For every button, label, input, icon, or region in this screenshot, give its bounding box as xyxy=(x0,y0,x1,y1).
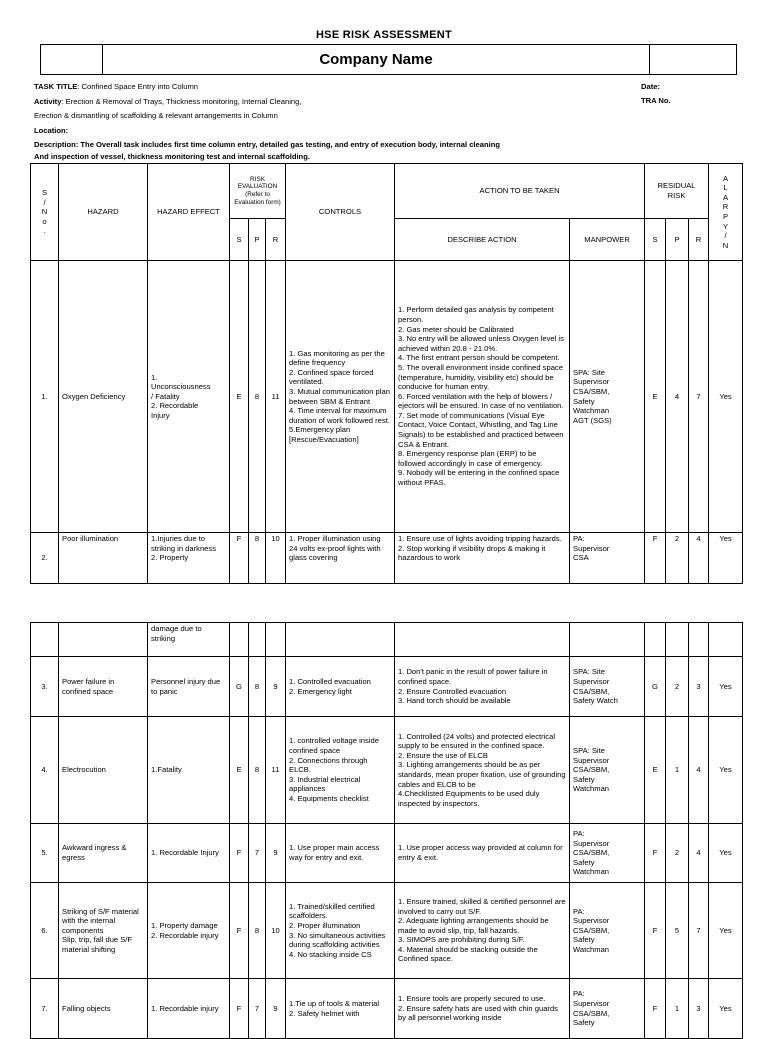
row-sno: 1. xyxy=(31,261,59,533)
header-residual-risk-value: R xyxy=(689,219,709,261)
row-hazard: Oxygen Deficiency xyxy=(59,261,148,533)
header-hazard: HAZARD xyxy=(59,164,148,261)
description-value-2: And inspection of vessel, thickness monitoring test and internal scaffolding. xyxy=(34,152,310,161)
header-residual-probability: P xyxy=(666,219,689,261)
cont-residual-severity xyxy=(645,623,666,657)
cont-manpower xyxy=(570,623,645,657)
row-alarp: Yes xyxy=(709,533,743,584)
description-line xyxy=(34,140,500,150)
continuation-row xyxy=(31,623,743,657)
row-risk: 11 xyxy=(266,261,286,533)
description-line-2 xyxy=(34,152,310,162)
row-probability: 8 xyxy=(249,717,266,824)
logo-cell xyxy=(41,45,103,74)
cont-effect: damage due to striking xyxy=(148,623,230,657)
table-row xyxy=(31,717,743,824)
row-alarp: Yes xyxy=(709,717,743,824)
row-residual-severity: F xyxy=(645,824,666,883)
row-risk: 9 xyxy=(266,657,286,717)
cont-hazard xyxy=(59,623,148,657)
row-manpower: PA: Supervisor CSA xyxy=(570,533,645,584)
header-describe-action: DESCRIBE ACTION xyxy=(395,219,570,261)
row-probability: 7 xyxy=(249,824,266,883)
row-risk: 9 xyxy=(266,979,286,1039)
header-manpower: MANPOWER xyxy=(570,219,645,261)
row-residual-probability: 2 xyxy=(666,824,689,883)
location-label: Location: xyxy=(34,126,69,135)
row-controls: 1. controlled voltage inside confined space 2. Connections through ELCB. 3. Industrial electrical appliances 4. Equipments checklist xyxy=(286,717,395,824)
header-hazard-effect: HAZARD EFFECT xyxy=(148,164,230,261)
row-residual-risk: 3 xyxy=(689,979,709,1039)
row-alarp: Yes xyxy=(709,657,743,717)
row-sno: 2. xyxy=(31,533,59,584)
row-effect: 1. Unconsciousness / Fatality 2. Recordable Injury xyxy=(148,261,230,533)
task-title-value: : Confined Space Entry into Column xyxy=(77,82,199,91)
header-controls: CONTROLS xyxy=(286,164,395,261)
row-hazard: Poor illumination xyxy=(59,533,148,584)
tra-number-label: TRA No. xyxy=(641,96,671,105)
row-residual-severity: F xyxy=(645,533,666,584)
row-risk: 9 xyxy=(266,824,286,883)
risk-table-page-1 xyxy=(30,163,743,584)
header-risk-evaluation: RISK EVALUATION (Refer to Evaluation form) xyxy=(230,164,286,219)
row-severity: F xyxy=(230,533,249,584)
row-residual-risk: 4 xyxy=(689,533,709,584)
row-action: 1. Use proper access way provided at column for entry & exit. xyxy=(395,824,570,883)
table-row xyxy=(31,261,743,533)
row-action: 1. Don't panic in the result of power failure in confined space. 2. Ensure Controlled evacuation 3. Hand torch should be available xyxy=(395,657,570,717)
cont-probability xyxy=(249,623,266,657)
row-severity: F xyxy=(230,883,249,979)
cont-alarp xyxy=(709,623,743,657)
row-residual-risk: 3 xyxy=(689,657,709,717)
row-hazard: Power failure in confined space xyxy=(59,657,148,717)
row-probability: 7 xyxy=(249,979,266,1039)
activity-label: Activity xyxy=(34,97,62,106)
table-row xyxy=(31,824,743,883)
row-residual-probability: 4 xyxy=(666,261,689,533)
row-controls: 1. Proper illumination using 24 volts ex-proof lights with glass covering xyxy=(286,533,395,584)
row-manpower: PA: Supervisor CSA/SBM, Safety xyxy=(570,979,645,1039)
row-sno: 5. xyxy=(31,824,59,883)
row-manpower: PA: Supervisor CSA/SBM, Safety Watchman xyxy=(570,883,645,979)
row-manpower: PA: Supervisor CSA/SBM, Safety Watchman xyxy=(570,824,645,883)
task-title-label: TASK TITLE xyxy=(34,82,78,91)
row-controls: 1.Tie up of tools & material 2. Safety helmet with xyxy=(286,979,395,1039)
cont-action xyxy=(395,623,570,657)
row-effect: 1.Fatality xyxy=(148,717,230,824)
risk-table-page-2 xyxy=(30,622,743,1039)
table-row xyxy=(31,883,743,979)
row-manpower: SPA: Site Supervisor CSA/SBM, Safety Watchman AGT (SGS) xyxy=(570,261,645,533)
row-action: 1. Ensure tools are properly secured to use. 2. Ensure safety hats are used with chin guards by all personnel working inside xyxy=(395,979,570,1039)
table-row xyxy=(31,533,743,584)
row-hazard: Falling objects xyxy=(59,979,148,1039)
row-residual-risk: 4 xyxy=(689,824,709,883)
row-residual-probability: 1 xyxy=(666,979,689,1039)
row-residual-severity: E xyxy=(645,261,666,533)
row-effect: Personnel injury due to panic xyxy=(148,657,230,717)
row-sno: 7. xyxy=(31,979,59,1039)
row-hazard: Striking of S/F material with the internal components Slip, trip, fall due S/F material shifting xyxy=(59,883,148,979)
activity-value: : Erection & Removal of Trays, Thickness monitoring, Internal Cleaning, xyxy=(61,97,302,106)
row-action: 1. Ensure use of lights avoiding tripping hazards. 2. Stop working if visibility drops & making it hazardous to work xyxy=(395,533,570,584)
location-line xyxy=(34,126,68,136)
cont-risk xyxy=(266,623,286,657)
row-severity: F xyxy=(230,824,249,883)
table-row xyxy=(31,657,743,717)
header-residual-risk: RESIDUAL RISK xyxy=(645,164,709,219)
row-severity: F xyxy=(230,979,249,1039)
cont-residual-risk xyxy=(689,623,709,657)
header-alarp: A L A R P Y / N xyxy=(709,164,743,261)
description-value: : The Overall task includes first time column entry, detailed gas testing, and entry of execution body, internal cleaning xyxy=(75,140,500,149)
row-residual-probability: 5 xyxy=(666,883,689,979)
row-controls: 1. Controlled evacuation 2. Emergency light xyxy=(286,657,395,717)
row-effect: 1. Property damage 2. Recordable injury xyxy=(148,883,230,979)
row-residual-probability: 2 xyxy=(666,533,689,584)
row-controls: 1. Trained/skilled certified scaffolders. 2. Proper illumination 3. No simultaneous activities during scaffolding activities 4. No stacking inside CS xyxy=(286,883,395,979)
cont-residual-probability xyxy=(666,623,689,657)
row-probability: 8 xyxy=(249,883,266,979)
row-residual-risk: 7 xyxy=(689,261,709,533)
row-residual-severity: F xyxy=(645,883,666,979)
row-alarp: Yes xyxy=(709,824,743,883)
row-risk: 11 xyxy=(266,717,286,824)
task-title-line xyxy=(34,82,198,92)
header-residual-severity: S xyxy=(645,219,666,261)
document-title: HSE RISK ASSESSMENT xyxy=(315,29,453,41)
company-name: Company Name xyxy=(319,51,433,68)
row-action: 1. Controlled (24 volts) and protected electrical supply to be ensured in the confined space. 2. Ensure the use of ELCB 3. Lighting arrangements should be as per standards, mean proper fixation, use of grounding cables and ELCB to be 4.Checklisted Equipments to be used duly inspected by inspectors. xyxy=(395,717,570,824)
cont-sno xyxy=(31,623,59,657)
row-probability: 8 xyxy=(249,533,266,584)
row-residual-probability: 2 xyxy=(666,657,689,717)
row-sno: 4. xyxy=(31,717,59,824)
header-risk: R xyxy=(266,219,286,261)
row-residual-severity: F xyxy=(645,979,666,1039)
cont-severity xyxy=(230,623,249,657)
header-severity: S xyxy=(230,219,249,261)
row-residual-severity: E xyxy=(645,717,666,824)
date-label: Date: xyxy=(641,82,660,91)
row-action: 1. Ensure trained, skilled & certified personnel are involved to carry out S/F. 2. Adequate lighting arrangements should be made to avoid slip, trip, fall hazards. 3. SIMOPS are prohibiting during S/F. 4. Material should be stacking outside the Confined space. xyxy=(395,883,570,979)
row-residual-risk: 4 xyxy=(689,717,709,824)
row-probability: 8 xyxy=(249,657,266,717)
company-header-box xyxy=(40,44,737,75)
row-alarp: Yes xyxy=(709,883,743,979)
row-manpower: SPA: Site Supervisor CSA/SBM, Safety Watch xyxy=(570,657,645,717)
row-hazard: Awkward ingress & egress xyxy=(59,824,148,883)
row-controls: 1. Use proper main access way for entry and exit. xyxy=(286,824,395,883)
row-hazard: Electrocution xyxy=(59,717,148,824)
row-effect: 1. Recordable Injury xyxy=(148,824,230,883)
row-sno: 3. xyxy=(31,657,59,717)
row-severity: E xyxy=(230,261,249,533)
row-action: 1. Perform detailed gas analysis by competent person. 2. Gas meter should be Calibrated 3. No entry will be allowed unless Oxygen level is achieved within 20.8 - 21.0%. 4. The first entrant person should be competent. 5. The overall environment inside confined space (temperature, humidity, visibility etc) should be conducive for human entry. 6. Forced ventilation with the help of blowers / ejectors will be ensured. In case of no ventilation. 7. Set mode of communications (Visual Eye Contact, Voice Contact, Whistling, and Tag Line Signals) to be established and practiced between CSA & Entrant. 8. Emergency response plan (ERP) to be followed accordingly in case of emergency. 9. Nobody will be entering in the confined space without PFAS. xyxy=(395,261,570,533)
row-effect: 1.Injuries due to striking in darkness 2. Property xyxy=(148,533,230,584)
cont-controls xyxy=(286,623,395,657)
table-row xyxy=(31,979,743,1039)
row-controls: 1. Gas monitoring as per the define frequency 2. Confined space forced ventilated. 3. Mutual communication plan between SBM & Entrant 4. Time interval for maximum duration of work followed rest. 5.Emergency plan [Rescue/Evacuation] xyxy=(286,261,395,533)
row-sno: 6. xyxy=(31,883,59,979)
row-severity: G xyxy=(230,657,249,717)
row-residual-risk: 7 xyxy=(689,883,709,979)
row-alarp: Yes xyxy=(709,979,743,1039)
activity-line xyxy=(34,97,301,107)
row-residual-probability: 1 xyxy=(666,717,689,824)
row-residual-severity: G xyxy=(645,657,666,717)
activity-line-2: Erection & dismantling of scaffolding & relevant arrangements in Column xyxy=(34,111,278,120)
header-action-to-be-taken: ACTION TO BE TAKEN xyxy=(395,164,645,219)
row-manpower: SPA: Site Supervisor CSA/SBM, Safety Watchman xyxy=(570,717,645,824)
row-effect: 1. Recordable injury xyxy=(148,979,230,1039)
row-risk: 10 xyxy=(266,883,286,979)
description-label: Description xyxy=(34,140,76,149)
header-sno: S / N o . xyxy=(31,164,59,261)
header-probability: P xyxy=(249,219,266,261)
row-severity: E xyxy=(230,717,249,824)
doc-ref-cell xyxy=(649,45,736,74)
row-alarp: Yes xyxy=(709,261,743,533)
row-risk: 10 xyxy=(266,533,286,584)
row-probability: 8 xyxy=(249,261,266,533)
